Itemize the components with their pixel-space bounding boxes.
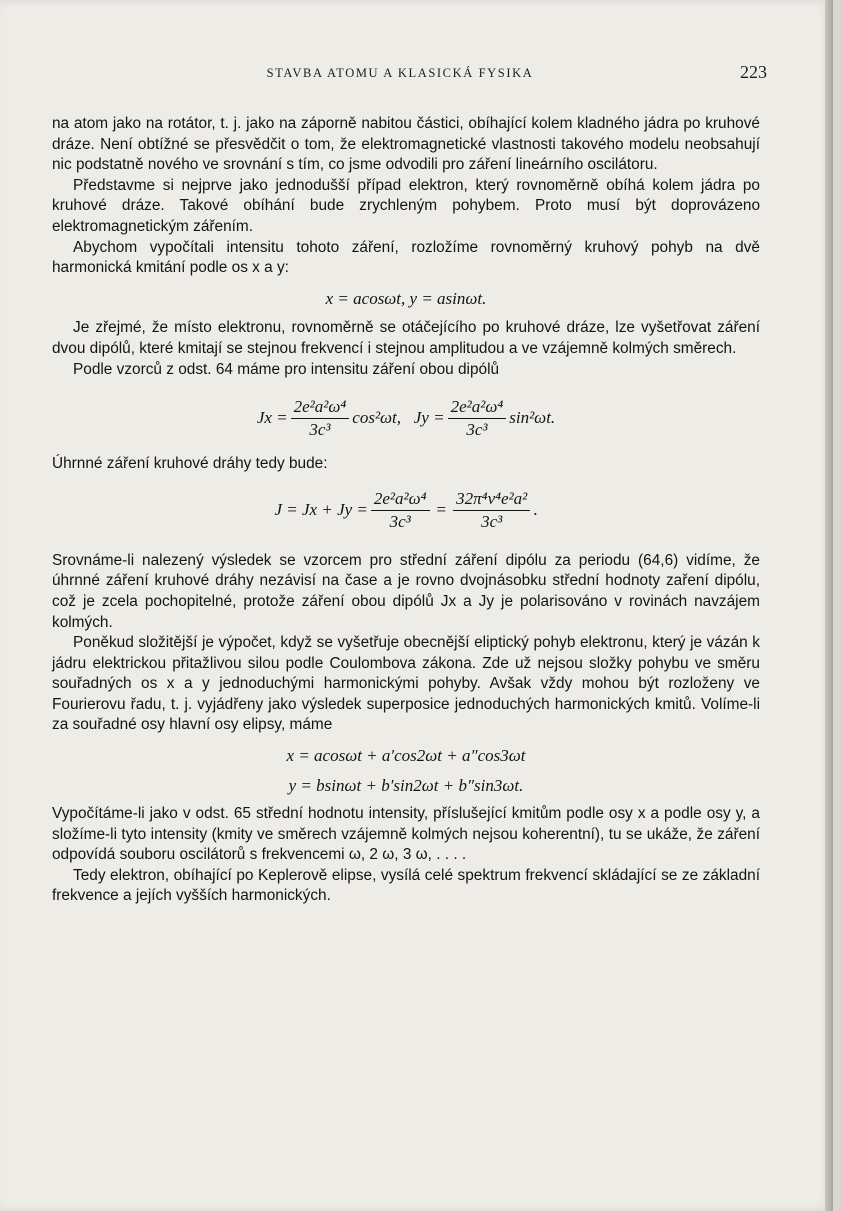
paragraph-8: Poněkud složitější je výpočet, když se vyšetřuje obecnější eliptický pohyb elektronu, který je vázán k jádru elektrickou přitažlivou silou podle Coulombova zákona. Zde už nejsou složky pohybu ve směru souřadných os x a y jednoduchými harmonickými pohyby. Avšak vždy mohou být rozloženy ve Fourierovu řadu, t. j. vyjádřeny jako výsledek superposice jednoduchých harmonických kmitů. Volíme-li za souřadné osy hlavní osy elipsy, máme	[52, 634, 760, 734]
sum-fraction-2	[453, 488, 530, 533]
paragraph-9: Vypočítáme-li jako v odst. 65 střední hodnotu intensity, příslušející kmitům podle osy x a podle osy y, a složíme-li tyto intensity (kmity ve směrech vzájemně kolmých nejsou koherentní), tu se ukáže, že záření odpovídá souboru oscilátorů s frekvencemi ω, 2 ω, 3 ω, . . . .	[52, 805, 760, 864]
jx-denominator: 3c³	[309, 419, 331, 439]
running-head: STAVBA ATOMU A KLASICKÁ FYSIKA	[266, 66, 534, 80]
page-edge-shadow	[825, 0, 833, 1211]
jy-fraction	[448, 396, 507, 441]
sum-end: .	[533, 500, 538, 520]
sum-numerator-2: 32π⁴ν⁴e²a²	[453, 488, 530, 511]
page-number: 223	[740, 62, 767, 82]
jy-label: Jy =	[413, 407, 445, 427]
sum-denominator-2: 3c³	[481, 512, 503, 532]
sum-numerator-1: 2e²a²ω⁴	[371, 488, 430, 511]
paragraph-6: Úhrnné záření kruhové dráhy tedy bude:	[52, 455, 328, 473]
equation-total-radiation	[52, 479, 760, 543]
sum-fraction-1	[371, 488, 430, 533]
equation-dipole-intensity	[52, 388, 760, 448]
paragraph-10: Tedy elektron, obíhající po Keplerově elipse, vysílá celé spektrum frekvencí skládající se ze základní frekvence a jejích vyšších harmonických.	[52, 866, 760, 905]
page-body	[52, 114, 760, 907]
jx-tail: cos²ωt,	[352, 407, 402, 427]
paragraph-1: na atom jako na rotátor, t. j. jako na záporně nabitou částici, obíhající kolem kladného jádra po kruhové dráze. Není obtížné se přesvědčit o tom, že elektromagnetické vlastnosti takového modelu neobsahují nic podstatně nového ve srovnání s tím, co jsme odvodili pro záření lineárního oscilátoru.	[52, 115, 760, 174]
paragraph-4: Je zřejmé, že místo elektronu, rovnoměrně se otáčejícího po kruhové dráze, lze vyšetřovat záření dvou dipólů, které kmitají se stejnou frekvencí i stejnou amplitudou a ve vzájemně kolmých směrech.	[52, 319, 760, 357]
jx-numerator: 2e²a²ω⁴	[291, 396, 350, 419]
sum-label: J = Jx + Jy =	[274, 500, 368, 520]
jx-label: Jx =	[256, 407, 288, 427]
jy-tail: sin²ωt.	[509, 407, 556, 427]
equation-circular-motion: x = acosωt, y = asinωt.	[325, 288, 487, 308]
jy-denominator: 3c³	[466, 419, 488, 439]
paragraph-7: Srovnáme-li nalezený výsledek se vzorcem pro střední záření dipólu za periodu (64,6) vidíme, že úhrnné záření kruhové dráhy nezávisí na čase a je rovno dvojnásobku střední hodnoty zaření dipólu, což je zcela pochopitelné, protože záření obou dipólů Jx a Jy je polarisováno v rovinách navzájem kolmých.	[52, 551, 760, 631]
sum-equals: =	[436, 500, 447, 520]
jx-fraction	[291, 396, 350, 441]
equation-fourier-x: x = acosωt + a′cos2ωt + a″cos3ωt	[286, 746, 526, 766]
equation-fourier-y: y = bsinωt + b′sin2ωt + b″sin3ωt.	[288, 776, 524, 796]
jy-numerator: 2e²a²ω⁴	[448, 396, 507, 419]
sum-denominator-1: 3c³	[389, 512, 411, 532]
page-header	[0, 62, 833, 88]
paragraph-5: Podle vzorců z odst. 64 máme pro intensitu záření obou dipólů	[73, 360, 500, 378]
paragraph-3: Abychom vypočítali intensitu tohoto záření, rozložíme rovnoměrný kruhový pohyb na dvě harmonická kmitání podle os x a y:	[52, 238, 760, 277]
paragraph-2: Představme si nejprve jako jednodušší případ elektron, který rovnoměrně obíhá kolem jádra po kruhové dráze. Takové obíhání bude zrychleným pohybem. Proto musí být doprovázeno elektromagnetickým zářením.	[52, 176, 760, 235]
